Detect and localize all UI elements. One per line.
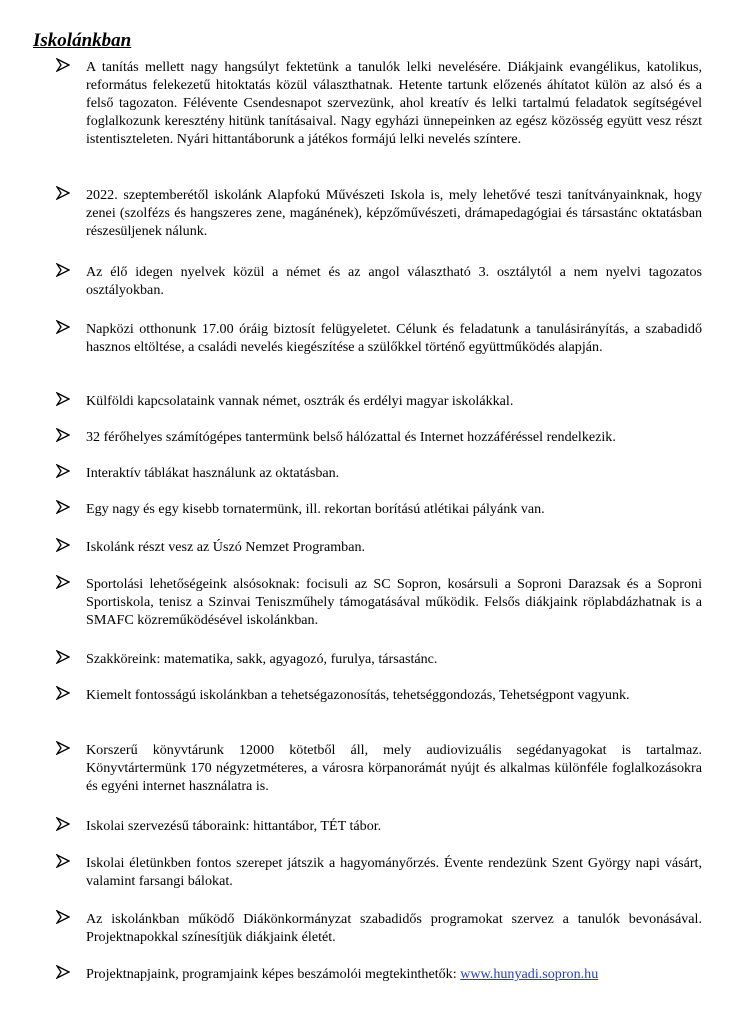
arrowhead-bullet-icon	[56, 263, 72, 280]
list-item-text: Iskolai életünkben fontos szerepet játszik a hagyományőrzés. Évente rendezünk Szent György napi vásárt, valamint farsangi bálokat.	[86, 855, 702, 890]
list-item-text: Szakköreink: matematika, sakk, agyagozó, furulya, társastánc.	[86, 651, 438, 667]
arrowhead-bullet-icon	[56, 392, 72, 409]
arrowhead-bullet-icon	[56, 686, 72, 703]
arrowhead-bullet-icon	[56, 910, 72, 927]
arrowhead-bullet-icon	[56, 650, 72, 667]
page-title: Iskolánkban	[33, 30, 132, 51]
arrowhead-bullet-icon	[56, 428, 72, 445]
arrowhead-bullet-icon	[56, 186, 72, 203]
arrowhead-bullet-icon	[56, 58, 72, 75]
arrowhead-bullet-icon	[56, 741, 72, 758]
list-item-text: Iskolai szervezésű táboraink: hittantábor, TÉT tábor.	[86, 818, 382, 834]
list-item-label: Projektnapjaink, programjaink képes beszámolói megtekinthetők:	[86, 966, 461, 982]
list-item-text: Az iskolánkban működő Diákönkormányzat szabadidős programokat szervez a tanulók bevonásával. Projektnapokkal színesítjük diákjaink életét.	[86, 911, 702, 946]
list-item-text: Az élő idegen nyelvek közül a német és az angol választható 3. osztálytól a nem nyelvi tagozatos osztályokban.	[86, 264, 702, 299]
list-item-text: Sportolási lehetőségeink alsósoknak: focisuli az SC Sopron, kosársuli a Soproni Darazsak és a Soproni Sportiskola, tenisz a Szinvai Teniszműhely támogatásával működik. Felsős diákjaink röplabdázhatnak is a SMAFC közreműködésével iskolánkban.	[86, 576, 702, 629]
list-item-text: Külföldi kapcsolataink vannak német, osztrák és erdélyi magyar iskolákkal.	[86, 393, 514, 409]
list-item-text: A tanítás mellett nagy hangsúlyt fektetünk a tanulók lelki nevelésére. Diákjaink evangélikus, katolikus, református felekezetű hitoktatás közül választhatnak. Hetente tartunk előzenés áhítatot külön az alsó és a felső tagozaton. Félévente Csendesnapot szervezünk, ahol kreatív és lelki tartalmú feladatok segítségével foglalkozunk keresztény hitünk tanításaival. Nagy egyházi ünnepeinken az egész közösség együtt vesz részt istentiszteleten. Nyári hittantáborunk a játékos formájú lelki nevelés színtere.	[86, 59, 702, 148]
arrowhead-bullet-icon	[56, 464, 72, 481]
list-item-text	[86, 965, 702, 983]
arrowhead-bullet-icon	[56, 817, 72, 834]
list-item-text: Interaktív táblákat használunk az oktatásban.	[86, 465, 340, 481]
list-item-text: Egy nagy és egy kisebb tornatermünk, ill. rekortan borítású atlétikai pályánk van.	[86, 501, 545, 517]
list-item-text: 2022. szeptemberétől iskolánk Alapfokú Művészeti Iskola is, mely lehetővé teszi tanítványainknak, hogy zenei (szolfézs és hangszeres zene, magánének), képzőművészeti, drámapedagógiai és társastánc oktatásban részesüljenek nálunk.	[86, 187, 702, 240]
arrowhead-bullet-icon	[56, 538, 72, 555]
arrowhead-bullet-icon	[56, 965, 72, 982]
website-link[interactable]: www.hunyadi.sopron.hu	[460, 966, 599, 982]
list-item-text: Napközi otthonunk 17.00 óráig biztosít felügyeletet. Célunk és feladatunk a tanulásirányítás, a szabadidő hasznos eltöltése, a családi nevelés kiegészítése a szülőkkel történő együttműködés alapján.	[86, 321, 702, 356]
list-item-text: Kiemelt fontosságú iskolánkban a tehetségazonosítás, tehetséggondozás, Tehetségpont vagyunk.	[86, 687, 630, 703]
arrowhead-bullet-icon	[56, 500, 72, 517]
arrowhead-bullet-icon	[56, 854, 72, 871]
arrowhead-bullet-icon	[56, 320, 72, 337]
arrowhead-bullet-icon	[56, 575, 72, 592]
list-item-text: Korszerű könyvtárunk 12000 kötetből áll, mely audiovizuális segédanyagokat is tartalmaz. Könyvtártermünk 170 négyzetméteres, a városra körpanorámát nyújt és alkalmas különféle foglalkozásokra és egyéni internet használatra is.	[86, 742, 702, 795]
list-item-text: 32 férőhelyes számítógépes tantermünk belső hálózattal és Internet hozzáféréssel rendelkezik.	[86, 429, 616, 445]
list-item-text: Iskolánk részt vesz az Úszó Nemzet Programban.	[86, 539, 366, 555]
